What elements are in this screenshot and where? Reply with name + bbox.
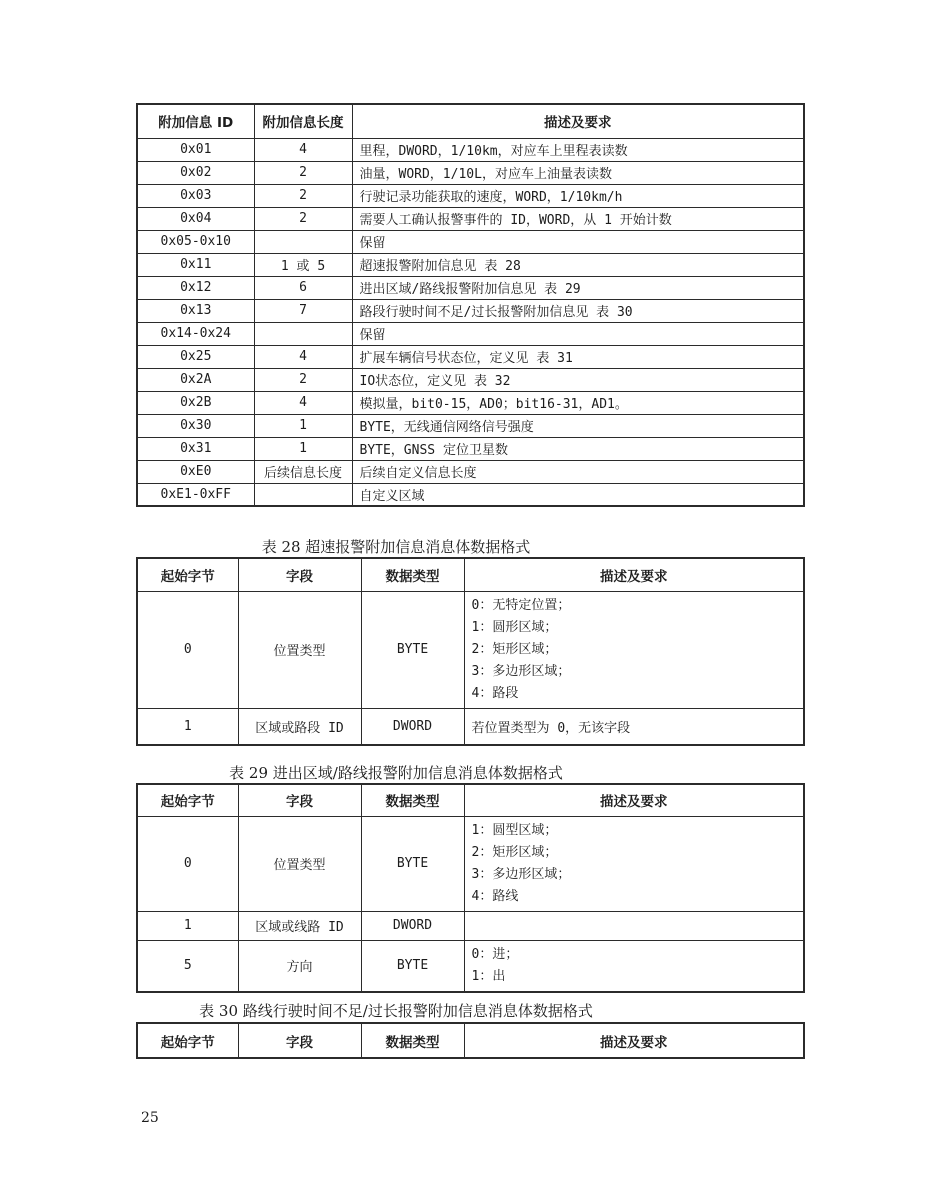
cell-info-id: 0x03 [137,184,254,207]
cell-description: 模拟量，bit0-15，AD0；bit16-31，AD1。 [352,391,804,414]
table-header-row [137,558,804,591]
cell-info-length: 2 [254,368,352,391]
cell-info-length: 1 [254,437,352,460]
table30-route-time-alarm [136,1022,805,1059]
description-line: 4：路段 [471,685,519,701]
cell-info-length: 4 [254,138,352,161]
description-line: 2：矩形区域； [471,844,558,860]
cell-description: 保留 [352,230,804,253]
cell-description: 路段行驶时间不足/过长报警附加信息见 表 30 [352,299,804,322]
cell-info-id: 0x14-0x24 [137,322,254,345]
additional-info-table [136,103,805,507]
column-header-description: 描述及要求 [464,558,804,591]
cell-field: 区域或路段 ID [238,708,361,745]
cell-start-byte: 0 [137,591,238,708]
table-row [137,345,804,368]
table-header-row [137,104,804,138]
cell-info-length [254,483,352,506]
cell-start-byte: 1 [137,708,238,745]
description-line: 1：出 [471,968,506,984]
cell-info-id: 0x25 [137,345,254,368]
table28-caption: 表 28 超速报警附加信息消息体数据格式 [261,538,531,556]
cell-description [464,591,804,708]
table30-caption: 表 30 路线行驶时间不足/过长报警附加信息消息体数据格式 [199,1002,593,1020]
table-row [137,437,804,460]
table-row [137,322,804,345]
cell-field: 方向 [238,940,361,992]
cell-info-length [254,230,352,253]
table29-area-route-alarm [136,783,805,993]
cell-info-id: 0x01 [137,138,254,161]
cell-data-type: DWORD [361,708,464,745]
table-row [137,230,804,253]
column-header-info-length: 附加信息长度 [254,104,352,138]
cell-info-length: 2 [254,184,352,207]
description-line: 3：多边形区域； [471,663,571,679]
cell-info-length: 2 [254,207,352,230]
column-header-field: 字段 [238,784,361,816]
column-header-description: 描述及要求 [464,784,804,816]
cell-start-byte: 0 [137,816,238,911]
table-row [137,483,804,506]
table-header-row [137,1023,804,1058]
table-row [137,911,804,940]
cell-description: 后续自定义信息长度 [352,460,804,483]
cell-start-byte: 1 [137,911,238,940]
column-header-field: 字段 [238,1023,361,1058]
cell-info-length: 6 [254,276,352,299]
table-row [137,708,804,745]
column-header-start-byte: 起始字节 [137,558,238,591]
cell-description [464,911,804,940]
cell-field: 位置类型 [238,816,361,911]
table-row [137,138,804,161]
cell-description: 保留 [352,322,804,345]
cell-start-byte: 5 [137,940,238,992]
cell-info-id: 0x04 [137,207,254,230]
table-row [137,276,804,299]
table-row [137,940,804,992]
table-row [137,591,804,708]
table-row [137,207,804,230]
cell-description [464,816,804,911]
description-line: 1：圆形区域； [471,619,558,635]
description-line: 4：路线 [471,888,519,904]
cell-info-id: 0x05-0x10 [137,230,254,253]
cell-info-id: 0x30 [137,414,254,437]
cell-info-length: 7 [254,299,352,322]
table-row [137,414,804,437]
column-header-data-type: 数据类型 [361,784,464,816]
cell-data-type: DWORD [361,911,464,940]
cell-info-id: 0x2A [137,368,254,391]
table-row [137,253,804,276]
cell-info-length: 4 [254,345,352,368]
table-row [137,161,804,184]
cell-description [464,940,804,992]
cell-description: 自定义区域 [352,483,804,506]
cell-info-length: 1 [254,414,352,437]
cell-description: BYTE，无线通信网络信号强度 [352,414,804,437]
cell-description: 扩展车辆信号状态位，定义见 表 31 [352,345,804,368]
column-header-start-byte: 起始字节 [137,784,238,816]
column-header-data-type: 数据类型 [361,558,464,591]
cell-data-type: BYTE [361,591,464,708]
description-line: 0：进； [471,946,519,962]
cell-description: 需要人工确认报警事件的 ID，WORD，从 1 开始计数 [352,207,804,230]
cell-info-id: 0x2B [137,391,254,414]
column-header-description: 描述及要求 [464,1023,804,1058]
description-line: 3：多边形区域； [471,866,571,882]
cell-info-id: 0x11 [137,253,254,276]
table28-overspeed-alarm [136,557,805,746]
cell-description: 进出区域/路线报警附加信息见 表 29 [352,276,804,299]
column-header-description: 描述及要求 [352,104,804,138]
column-header-field: 字段 [238,558,361,591]
page-number: 25 [141,1110,159,1126]
column-header-info-id: 附加信息 ID [137,104,254,138]
cell-info-id: 0xE1-0xFF [137,483,254,506]
cell-data-type: BYTE [361,816,464,911]
cell-info-length: 2 [254,161,352,184]
description-line: 1：圆型区域； [471,822,558,838]
table-row [137,299,804,322]
table-row [137,460,804,483]
cell-description: 行驶记录功能获取的速度，WORD，1/10km/h [352,184,804,207]
cell-description: IO状态位，定义见 表 32 [352,368,804,391]
cell-info-length: 4 [254,391,352,414]
cell-info-id: 0x13 [137,299,254,322]
cell-data-type: BYTE [361,940,464,992]
cell-description: 若位置类型为 0，无该字段 [464,708,804,745]
table-row [137,816,804,911]
cell-info-length [254,322,352,345]
cell-info-id: 0x31 [137,437,254,460]
cell-description: 超速报警附加信息见 表 28 [352,253,804,276]
table29-caption: 表 29 进出区域/路线报警附加信息消息体数据格式 [229,764,563,782]
column-header-data-type: 数据类型 [361,1023,464,1058]
table-row [137,368,804,391]
description-line: 0：无特定位置； [471,597,571,613]
description-line: 2：矩形区域； [471,641,558,657]
table-row [137,391,804,414]
cell-description: 里程，DWORD，1/10km，对应车上里程表读数 [352,138,804,161]
cell-description: 油量，WORD，1/10L，对应车上油量表读数 [352,161,804,184]
cell-info-id: 0xE0 [137,460,254,483]
cell-description: BYTE，GNSS 定位卫星数 [352,437,804,460]
cell-info-id: 0x02 [137,161,254,184]
table-header-row [137,784,804,816]
cell-info-length: 后续信息长度 [254,460,352,483]
cell-info-length: 1 或 5 [254,253,352,276]
cell-field: 区域或线路 ID [238,911,361,940]
cell-field: 位置类型 [238,591,361,708]
table-row [137,184,804,207]
column-header-start-byte: 起始字节 [137,1023,238,1058]
cell-info-id: 0x12 [137,276,254,299]
